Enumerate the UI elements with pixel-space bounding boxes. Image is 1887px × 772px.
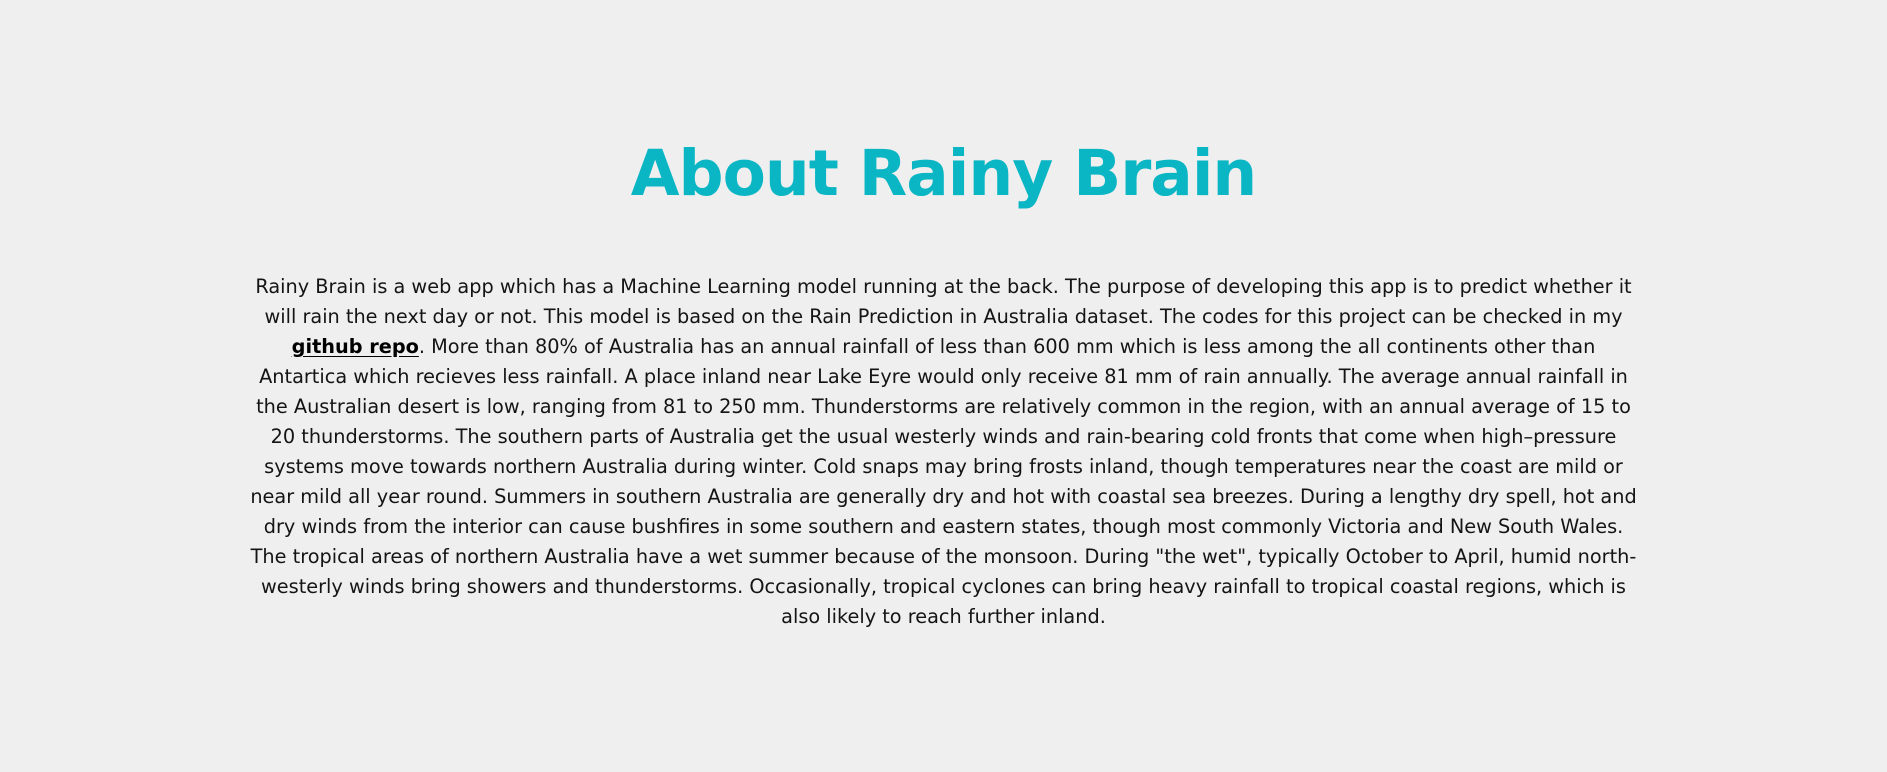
github-repo-link[interactable]: github repo	[291, 335, 419, 358]
description-text-after-link: . More than 80% of Australia has an annual rainfall of less than 600 mm which is less among the all continents other than Antartica which recieves less rainfall. A place inland near Lake Eyre would only receive 81 mm of rain annually. The average annual rainfall in the Australian desert is low, ranging from 81 to 250 mm. Thunderstorms are relatively common in the region, with an annual average of 15 to 20 thunderstorms. The southern parts of Australia get the usual westerly winds and rain-bearing cold fronts that come when high–pressure systems move towards northern Australia during winter. Cold snaps may bring frosts inland, though temperatures near the coast are mild or near mild all year round. Summers in southern Australia are generally dry and hot with coastal sea breezes. During a lengthy dry spell, hot and dry winds from the interior can cause bushfires in some southern and eastern states, though most commonly Victoria and New South Wales. The tropical areas of northern Australia have a wet summer because of the monsoon. During "the wet", typically October to April, humid north-westerly winds bring showers and thunderstorms. Occasionally, tropical cyclones can bring heavy rainfall to tropical coastal regions, which is also likely to reach further inland.	[250, 335, 1637, 628]
description-text-before-link: Rainy Brain is a web app which has a Machine Learning model running at the back. The purpose of developing this app is to predict whether it will rain the next day or not. This model is based on the Rain Prediction in Australia dataset. The codes for this project can be checked in my	[255, 275, 1632, 328]
page-title: About Rainy Brain	[630, 137, 1257, 210]
about-description	[246, 272, 1641, 632]
